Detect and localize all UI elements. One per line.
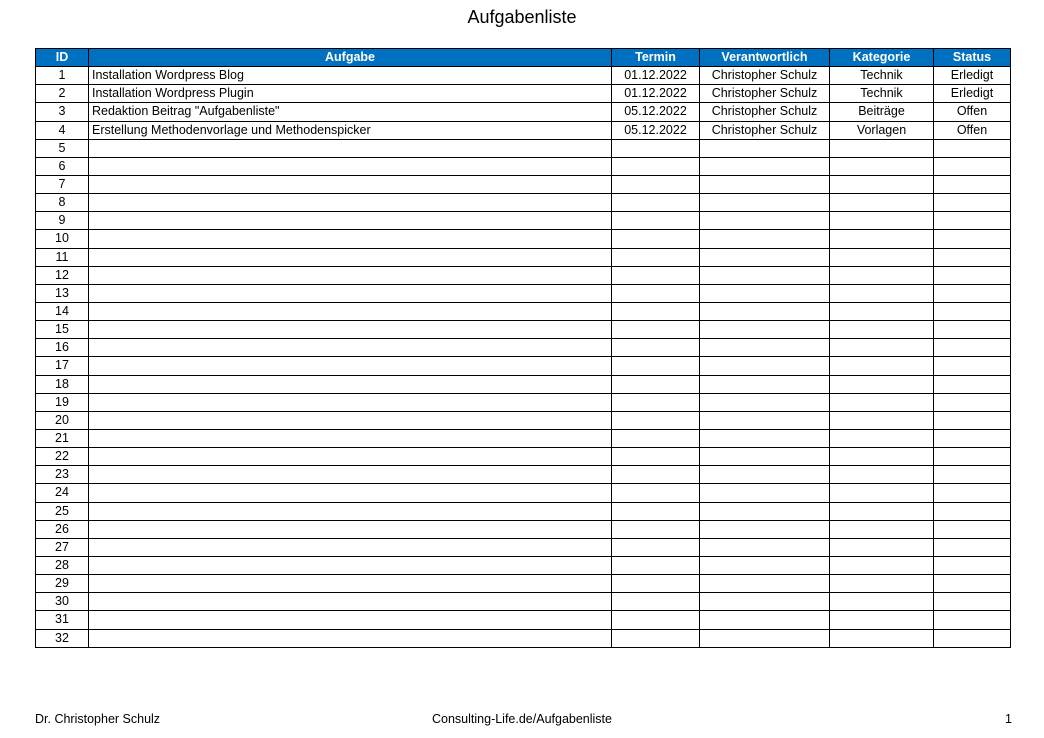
cell-id: 15	[36, 321, 89, 339]
cell-status	[934, 629, 1011, 647]
cell-owner: Christopher Schulz	[700, 85, 830, 103]
cell-date	[612, 593, 700, 611]
cell-category	[830, 538, 934, 556]
cell-date	[612, 393, 700, 411]
cell-owner	[700, 248, 830, 266]
task-table	[35, 48, 1011, 648]
cell-owner	[700, 556, 830, 574]
table-row	[36, 67, 1011, 85]
cell-owner	[700, 230, 830, 248]
cell-owner	[700, 393, 830, 411]
cell-task: Erstellung Methodenvorlage und Methodenspicker	[89, 121, 612, 139]
cell-status	[934, 375, 1011, 393]
table-row	[36, 538, 1011, 556]
cell-task: Installation Wordpress Plugin	[89, 85, 612, 103]
cell-id: 30	[36, 593, 89, 611]
cell-owner	[700, 375, 830, 393]
table-row	[36, 520, 1011, 538]
cell-owner	[700, 538, 830, 556]
cell-date	[612, 484, 700, 502]
cell-date	[612, 520, 700, 538]
cell-owner: Christopher Schulz	[700, 103, 830, 121]
cell-id: 11	[36, 248, 89, 266]
table-row	[36, 302, 1011, 320]
cell-task	[89, 538, 612, 556]
cell-id: 2	[36, 85, 89, 103]
cell-owner	[700, 448, 830, 466]
cell-status	[934, 538, 1011, 556]
cell-category: Beiträge	[830, 103, 934, 121]
cell-status: Offen	[934, 121, 1011, 139]
cell-id: 13	[36, 284, 89, 302]
table-row	[36, 248, 1011, 266]
cell-date	[612, 375, 700, 393]
cell-status	[934, 230, 1011, 248]
table-row	[36, 230, 1011, 248]
cell-category	[830, 212, 934, 230]
cell-status	[934, 502, 1011, 520]
cell-task	[89, 175, 612, 193]
cell-status	[934, 302, 1011, 320]
cell-owner	[700, 321, 830, 339]
cell-id: 21	[36, 429, 89, 447]
cell-task	[89, 139, 612, 157]
cell-id: 29	[36, 575, 89, 593]
cell-category	[830, 593, 934, 611]
cell-date	[612, 575, 700, 593]
cell-task	[89, 575, 612, 593]
cell-id: 22	[36, 448, 89, 466]
cell-category	[830, 466, 934, 484]
cell-owner	[700, 266, 830, 284]
cell-id: 18	[36, 375, 89, 393]
cell-id: 8	[36, 194, 89, 212]
cell-id: 31	[36, 611, 89, 629]
cell-status	[934, 194, 1011, 212]
cell-status	[934, 466, 1011, 484]
cell-owner	[700, 502, 830, 520]
cell-owner	[700, 466, 830, 484]
cell-task	[89, 212, 612, 230]
cell-owner	[700, 429, 830, 447]
page-title: Aufgabenliste	[467, 7, 577, 27]
cell-owner	[700, 194, 830, 212]
table-row	[36, 357, 1011, 375]
cell-category	[830, 357, 934, 375]
cell-date	[612, 611, 700, 629]
table-row	[36, 321, 1011, 339]
cell-task	[89, 375, 612, 393]
cell-id: 9	[36, 212, 89, 230]
cell-task	[89, 448, 612, 466]
cell-date	[612, 448, 700, 466]
footer-url: Consulting-Life.de/Aufgabenliste	[432, 712, 612, 726]
cell-category	[830, 375, 934, 393]
cell-task	[89, 429, 612, 447]
cell-category: Technik	[830, 85, 934, 103]
cell-owner	[700, 484, 830, 502]
cell-id: 14	[36, 302, 89, 320]
cell-task	[89, 593, 612, 611]
cell-category	[830, 502, 934, 520]
cell-date	[612, 230, 700, 248]
cell-id: 1	[36, 67, 89, 85]
cell-status	[934, 484, 1011, 502]
cell-owner	[700, 339, 830, 357]
cell-date	[612, 139, 700, 157]
cell-date: 05.12.2022	[612, 121, 700, 139]
cell-date: 01.12.2022	[612, 67, 700, 85]
cell-status	[934, 520, 1011, 538]
cell-id: 6	[36, 157, 89, 175]
cell-category	[830, 429, 934, 447]
cell-category	[830, 575, 934, 593]
cell-category	[830, 484, 934, 502]
cell-date	[612, 248, 700, 266]
cell-status	[934, 593, 1011, 611]
column-header-category: Kategorie	[830, 49, 934, 67]
cell-category: Vorlagen	[830, 121, 934, 139]
cell-category	[830, 139, 934, 157]
cell-task	[89, 230, 612, 248]
cell-status	[934, 556, 1011, 574]
table-row	[36, 448, 1011, 466]
table-row	[36, 85, 1011, 103]
cell-status	[934, 575, 1011, 593]
cell-status: Erledigt	[934, 85, 1011, 103]
cell-owner	[700, 302, 830, 320]
cell-id: 4	[36, 121, 89, 139]
cell-date: 01.12.2022	[612, 85, 700, 103]
cell-task	[89, 411, 612, 429]
cell-category	[830, 230, 934, 248]
cell-category	[830, 448, 934, 466]
cell-id: 20	[36, 411, 89, 429]
cell-category	[830, 284, 934, 302]
cell-category: Technik	[830, 67, 934, 85]
cell-status: Erledigt	[934, 67, 1011, 85]
cell-date	[612, 538, 700, 556]
cell-category	[830, 302, 934, 320]
cell-owner	[700, 357, 830, 375]
cell-date	[612, 212, 700, 230]
cell-task	[89, 484, 612, 502]
table-row	[36, 393, 1011, 411]
cell-id: 17	[36, 357, 89, 375]
cell-status	[934, 393, 1011, 411]
cell-id: 3	[36, 103, 89, 121]
cell-date	[612, 194, 700, 212]
footer-page-number: 1	[1005, 712, 1012, 726]
table-row	[36, 103, 1011, 121]
cell-category	[830, 157, 934, 175]
cell-task	[89, 357, 612, 375]
cell-date	[612, 629, 700, 647]
table-header-row	[36, 49, 1011, 67]
cell-status	[934, 212, 1011, 230]
cell-status	[934, 248, 1011, 266]
cell-date: 05.12.2022	[612, 103, 700, 121]
cell-date	[612, 175, 700, 193]
cell-task	[89, 520, 612, 538]
cell-owner	[700, 212, 830, 230]
cell-id: 16	[36, 339, 89, 357]
cell-task	[89, 321, 612, 339]
cell-task	[89, 157, 612, 175]
cell-owner	[700, 593, 830, 611]
table-row	[36, 429, 1011, 447]
cell-status	[934, 611, 1011, 629]
cell-task	[89, 266, 612, 284]
cell-id: 26	[36, 520, 89, 538]
cell-id: 25	[36, 502, 89, 520]
table-row	[36, 466, 1011, 484]
cell-id: 10	[36, 230, 89, 248]
cell-owner: Christopher Schulz	[700, 121, 830, 139]
cell-date	[612, 429, 700, 447]
cell-date	[612, 266, 700, 284]
cell-status	[934, 321, 1011, 339]
cell-task	[89, 194, 612, 212]
cell-date	[612, 302, 700, 320]
cell-category	[830, 629, 934, 647]
cell-id: 28	[36, 556, 89, 574]
cell-category	[830, 194, 934, 212]
column-header-task: Aufgabe	[89, 49, 612, 67]
footer-author: Dr. Christopher Schulz	[35, 712, 161, 726]
cell-id: 12	[36, 266, 89, 284]
cell-owner	[700, 157, 830, 175]
table-row	[36, 157, 1011, 175]
cell-owner	[700, 520, 830, 538]
cell-id: 32	[36, 629, 89, 647]
cell-owner	[700, 575, 830, 593]
cell-id: 5	[36, 139, 89, 157]
cell-date	[612, 284, 700, 302]
cell-status: Offen	[934, 103, 1011, 121]
cell-owner	[700, 629, 830, 647]
cell-date	[612, 502, 700, 520]
cell-date	[612, 357, 700, 375]
cell-task	[89, 248, 612, 266]
cell-status	[934, 284, 1011, 302]
cell-status	[934, 411, 1011, 429]
cell-status	[934, 429, 1011, 447]
column-header-owner: Verantwortlich	[700, 49, 830, 67]
cell-id: 27	[36, 538, 89, 556]
cell-status	[934, 448, 1011, 466]
cell-category	[830, 393, 934, 411]
cell-status	[934, 339, 1011, 357]
table-row	[36, 175, 1011, 193]
table-row	[36, 556, 1011, 574]
cell-owner	[700, 411, 830, 429]
cell-category	[830, 175, 934, 193]
cell-task	[89, 339, 612, 357]
cell-task: Redaktion Beitrag "Aufgabenliste"	[89, 103, 612, 121]
cell-task: Installation Wordpress Blog	[89, 67, 612, 85]
cell-task	[89, 284, 612, 302]
cell-id: 23	[36, 466, 89, 484]
cell-task	[89, 466, 612, 484]
cell-status	[934, 157, 1011, 175]
cell-date	[612, 321, 700, 339]
cell-owner	[700, 611, 830, 629]
cell-task	[89, 611, 612, 629]
table-row	[36, 284, 1011, 302]
cell-category	[830, 520, 934, 538]
cell-category	[830, 411, 934, 429]
cell-date	[612, 339, 700, 357]
table-row	[36, 212, 1011, 230]
cell-task	[89, 393, 612, 411]
table-body	[36, 67, 1011, 648]
table-row	[36, 411, 1011, 429]
cell-id: 19	[36, 393, 89, 411]
cell-status	[934, 175, 1011, 193]
cell-status	[934, 266, 1011, 284]
cell-owner	[700, 139, 830, 157]
cell-category	[830, 266, 934, 284]
table-row	[36, 266, 1011, 284]
table-row	[36, 139, 1011, 157]
cell-date	[612, 466, 700, 484]
table-row	[36, 194, 1011, 212]
cell-category	[830, 248, 934, 266]
cell-task	[89, 629, 612, 647]
table-row	[36, 121, 1011, 139]
cell-category	[830, 321, 934, 339]
cell-date	[612, 411, 700, 429]
cell-category	[830, 611, 934, 629]
cell-status	[934, 139, 1011, 157]
cell-owner	[700, 284, 830, 302]
table-row	[36, 575, 1011, 593]
table-row	[36, 375, 1011, 393]
cell-owner: Christopher Schulz	[700, 67, 830, 85]
cell-id: 7	[36, 175, 89, 193]
cell-task	[89, 502, 612, 520]
column-header-status: Status	[934, 49, 1011, 67]
table-row	[36, 629, 1011, 647]
table-row	[36, 593, 1011, 611]
column-header-id: ID	[36, 49, 89, 67]
table-row	[36, 339, 1011, 357]
table-row	[36, 502, 1011, 520]
cell-task	[89, 302, 612, 320]
cell-owner	[700, 175, 830, 193]
cell-category	[830, 339, 934, 357]
cell-status	[934, 357, 1011, 375]
column-header-date: Termin	[612, 49, 700, 67]
cell-id: 24	[36, 484, 89, 502]
table-row	[36, 484, 1011, 502]
cell-task	[89, 556, 612, 574]
cell-date	[612, 556, 700, 574]
table-row	[36, 611, 1011, 629]
cell-category	[830, 556, 934, 574]
cell-date	[612, 157, 700, 175]
